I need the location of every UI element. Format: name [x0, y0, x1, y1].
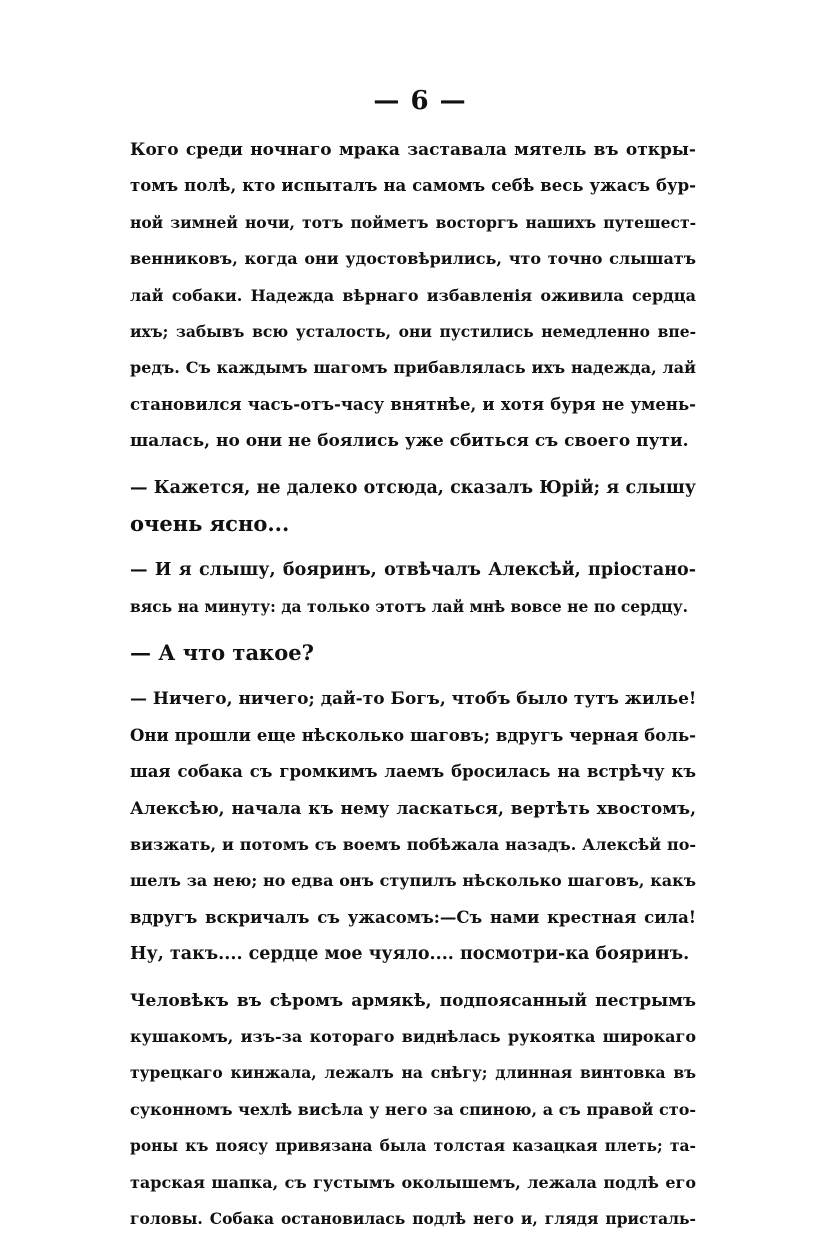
- text-line: шая собака съ громкимъ лаемъ бросилась на встрѣчу къ: [130, 762, 696, 782]
- text-line: Человѣкъ въ сѣромъ армякѣ, подпоясанный пестрымъ: [130, 990, 696, 1011]
- paragraph: [130, 983, 696, 1237]
- text-line: лай собаки. Надежда вѣрнаго избавленія оживила сердца: [130, 285, 696, 305]
- text-line: редъ. Съ каждымъ шагомъ прибавлялась ихъ надежда, лай: [130, 358, 696, 378]
- paragraph: [130, 470, 696, 543]
- paragraph: [130, 552, 696, 625]
- page-number: — 6 —: [373, 86, 467, 116]
- text-line: — А что такое?: [130, 640, 314, 666]
- text-line: Кого среди ночнаго мрака заставала мятель въ откры-: [130, 140, 696, 160]
- body-text: [130, 132, 696, 1237]
- text-line: ной зимней ночи, тотъ пойметъ восторгъ нашихъ путешест-: [130, 212, 696, 232]
- text-line: становился часъ-отъ-часу внятнѣе, и хотя буря не умень-: [130, 394, 696, 414]
- text-line: томъ полѣ, кто испыталъ на самомъ себѣ весь ужасъ бур-: [130, 176, 696, 196]
- text-line: Алексѣю, начала къ нему ласкаться, вертѣть хвостомъ,: [130, 798, 696, 819]
- text-line: турецкаго кинжала, лежалъ на снѣгу; длинная винтовка въ: [130, 1063, 696, 1083]
- text-line: венниковъ, когда они удостовѣрились, что точно слышатъ: [130, 249, 696, 269]
- text-line: головы. Собака остановилась подлѣ него и, глядя присталь-: [130, 1208, 696, 1228]
- text-line: — И я слышу, бояринъ, отвѣчалъ Алексѣй, пріостано-: [130, 560, 696, 581]
- paragraph: [130, 635, 696, 671]
- text-line: визжать, и потомъ съ воемъ побѣжала назадъ. Алексѣй по-: [130, 835, 696, 855]
- text-line: — Кажется, не далеко отсюда, сказалъ Юрій; я слышу: [130, 477, 696, 498]
- text-line: Ну, такъ.... сердце мое чуяло.... посмотри-ка бояринъ.: [130, 944, 690, 965]
- text-line: шалась, но они не боялись уже сбиться съ своего пути.: [130, 431, 689, 452]
- text-line: очень ясно...: [130, 510, 290, 536]
- text-line: вдругъ вскричалъ съ ужасомъ:—Съ нами крестная сила!: [130, 907, 696, 927]
- text-line: кушакомъ, изъ-за котораго виднѣлась рукоятка широкаго: [130, 1026, 696, 1046]
- text-line: ихъ; забывъ всю усталость, они пустились немедленно впе-: [130, 321, 696, 341]
- text-line: Они прошли еще нѣсколько шаговъ; вдругъ черная боль-: [130, 725, 696, 745]
- text-line: роны къ поясу привязана была толстая казацкая плеть; та-: [130, 1136, 696, 1156]
- text-line: суконномъ чехлѣ висѣла у него за спиною, а съ правой сто-: [130, 1099, 696, 1119]
- paragraph: [130, 132, 696, 460]
- paragraph: [130, 681, 696, 972]
- text-line: — Ничего, ничего; дай-то Богъ, чтобъ было тутъ жилье!: [130, 689, 696, 710]
- text-line: вясь на минуту: да только этотъ лай мнѣ вовсе не по сердцу.: [130, 596, 689, 616]
- text-line: тарская шапка, съ густымъ околышемъ, лежала подлѣ его: [130, 1172, 696, 1192]
- text-line: шелъ за нею; но едва онъ ступилъ нѣсколько шаговъ, какъ: [130, 871, 696, 891]
